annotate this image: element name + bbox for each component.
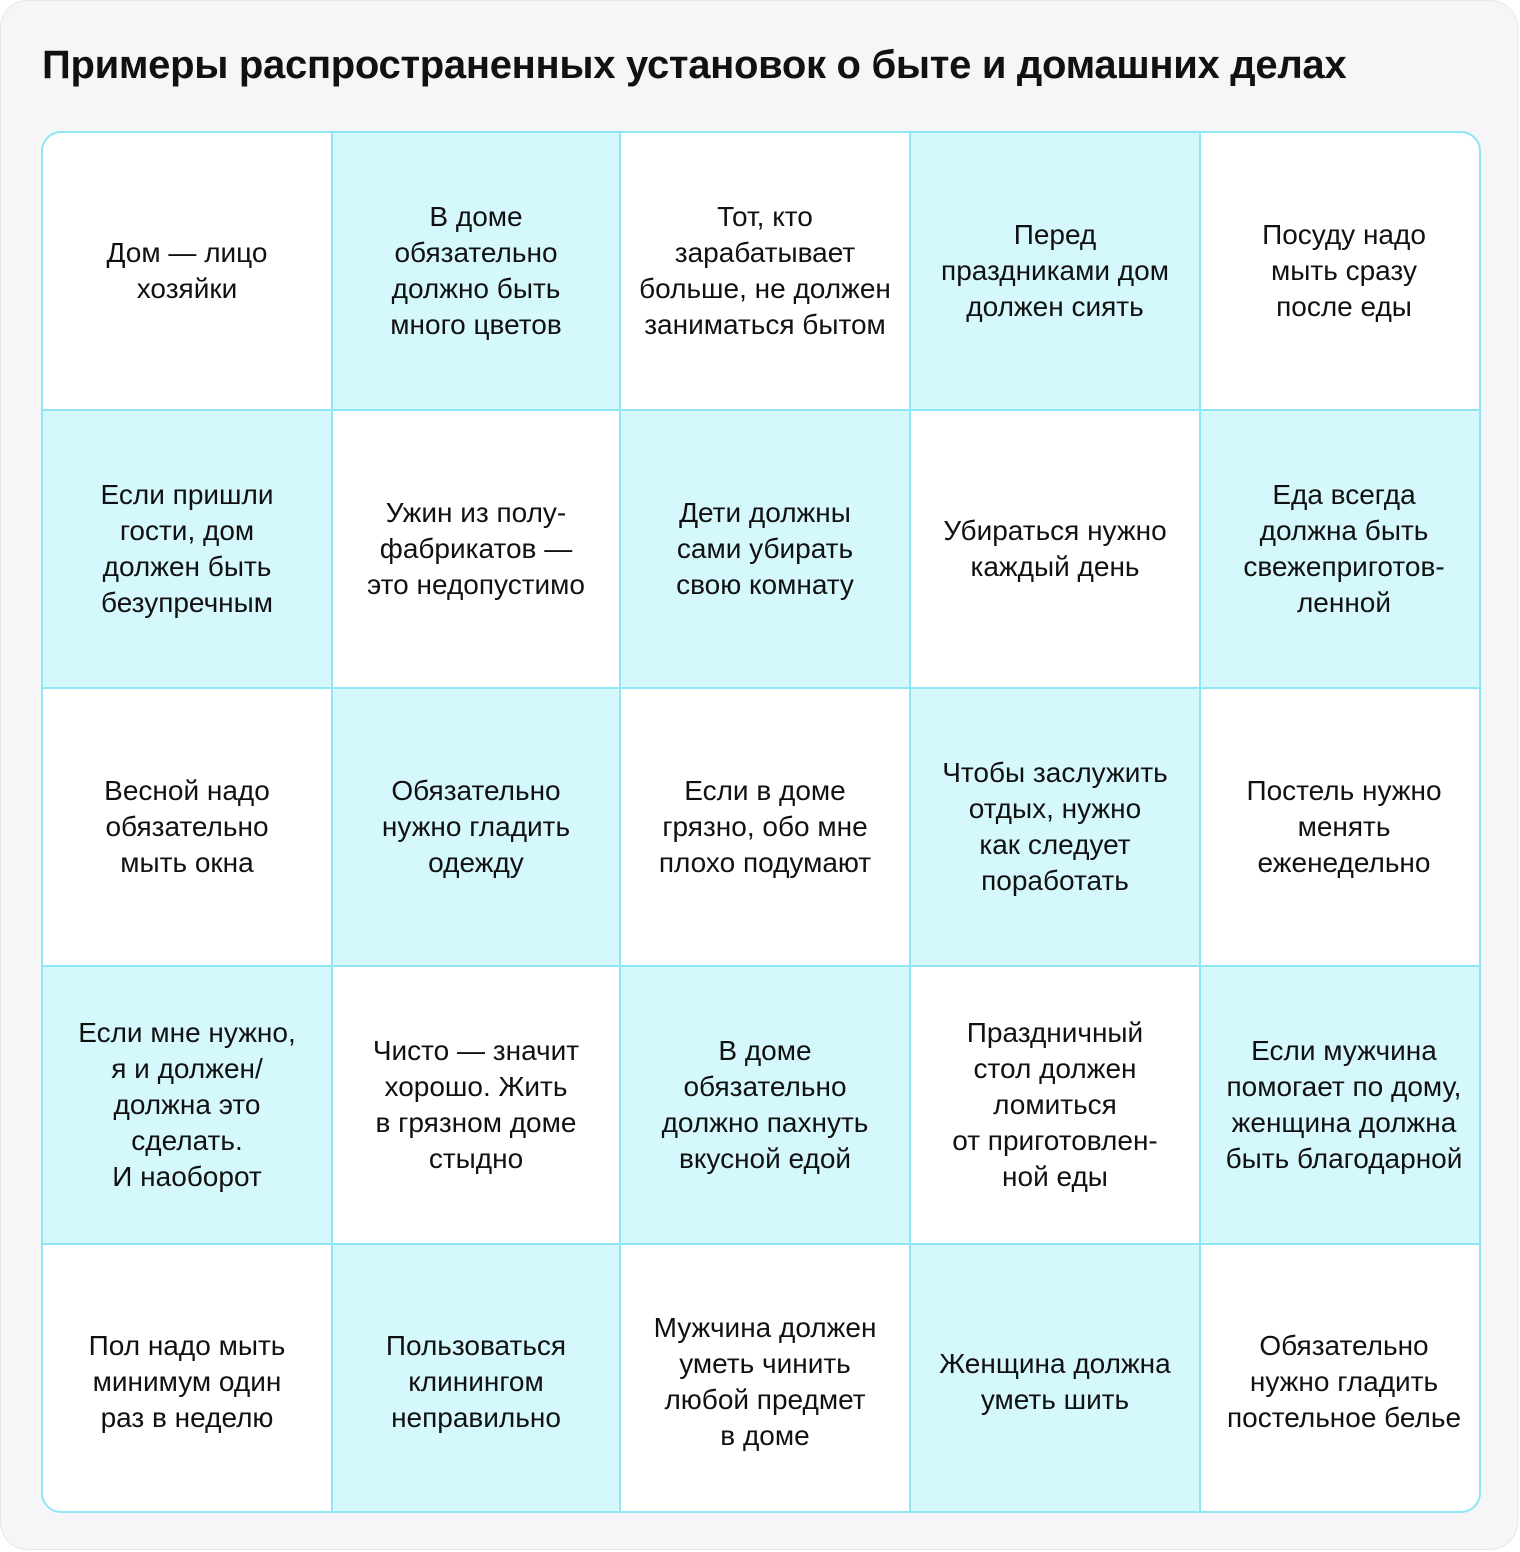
belief-cell: Чтобы заслужить отдых, нужно как следует поработать [911, 689, 1199, 965]
belief-cell: Весной надо обязательно мыть окна [43, 689, 331, 965]
belief-cell: Если пришли гости, дом должен быть безупречным [43, 411, 331, 687]
belief-cell: Если в доме грязно, обо мне плохо подумают [621, 689, 909, 965]
belief-cell: Мужчина должен уметь чинить любой предмет в доме [621, 1245, 909, 1513]
belief-cell: Пол надо мыть минимум один раз в неделю [43, 1245, 331, 1513]
belief-cell: Постель нужно менять еженедельно [1201, 689, 1481, 965]
belief-cell: В доме обязательно должно пахнуть вкусной едой [621, 967, 909, 1243]
page-title: Примеры распространенных установок о быте и домашних делах [42, 43, 1347, 87]
belief-cell: Обязательно нужно гладить одежду [333, 689, 619, 965]
belief-cell: Дети должны сами убирать свою комнату [621, 411, 909, 687]
belief-cell: Если мужчина помогает по дому, женщина должна быть благодарной [1201, 967, 1481, 1243]
belief-cell: Посуду надо мыть сразу после еды [1201, 133, 1481, 409]
belief-cell: Дом — лицо хозяйки [43, 133, 331, 409]
belief-cell: Праздничный стол должен ломиться от приготовлен- ной еды [911, 967, 1199, 1243]
belief-cell: Тот, кто зарабатывает больше, не должен заниматься бытом [621, 133, 909, 409]
belief-cell: Если мне нужно, я и должен/ должна это сделать. И наоборот [43, 967, 331, 1243]
beliefs-grid [41, 131, 1481, 1513]
belief-cell: Убираться нужно каждый день [911, 411, 1199, 687]
belief-cell: Обязательно нужно гладить постельное белье [1201, 1245, 1481, 1513]
belief-cell: Перед праздниками дом должен сиять [911, 133, 1199, 409]
belief-cell: Пользоваться клинингом неправильно [333, 1245, 619, 1513]
belief-cell: Чисто — значит хорошо. Жить в грязном доме стыдно [333, 967, 619, 1243]
belief-cell: Женщина должна уметь шить [911, 1245, 1199, 1513]
belief-cell: В доме обязательно должно быть много цветов [333, 133, 619, 409]
belief-cell: Еда всегда должна быть свежеприготов- ленной [1201, 411, 1481, 687]
belief-cell: Ужин из полу- фабрикатов — это недопустимо [333, 411, 619, 687]
